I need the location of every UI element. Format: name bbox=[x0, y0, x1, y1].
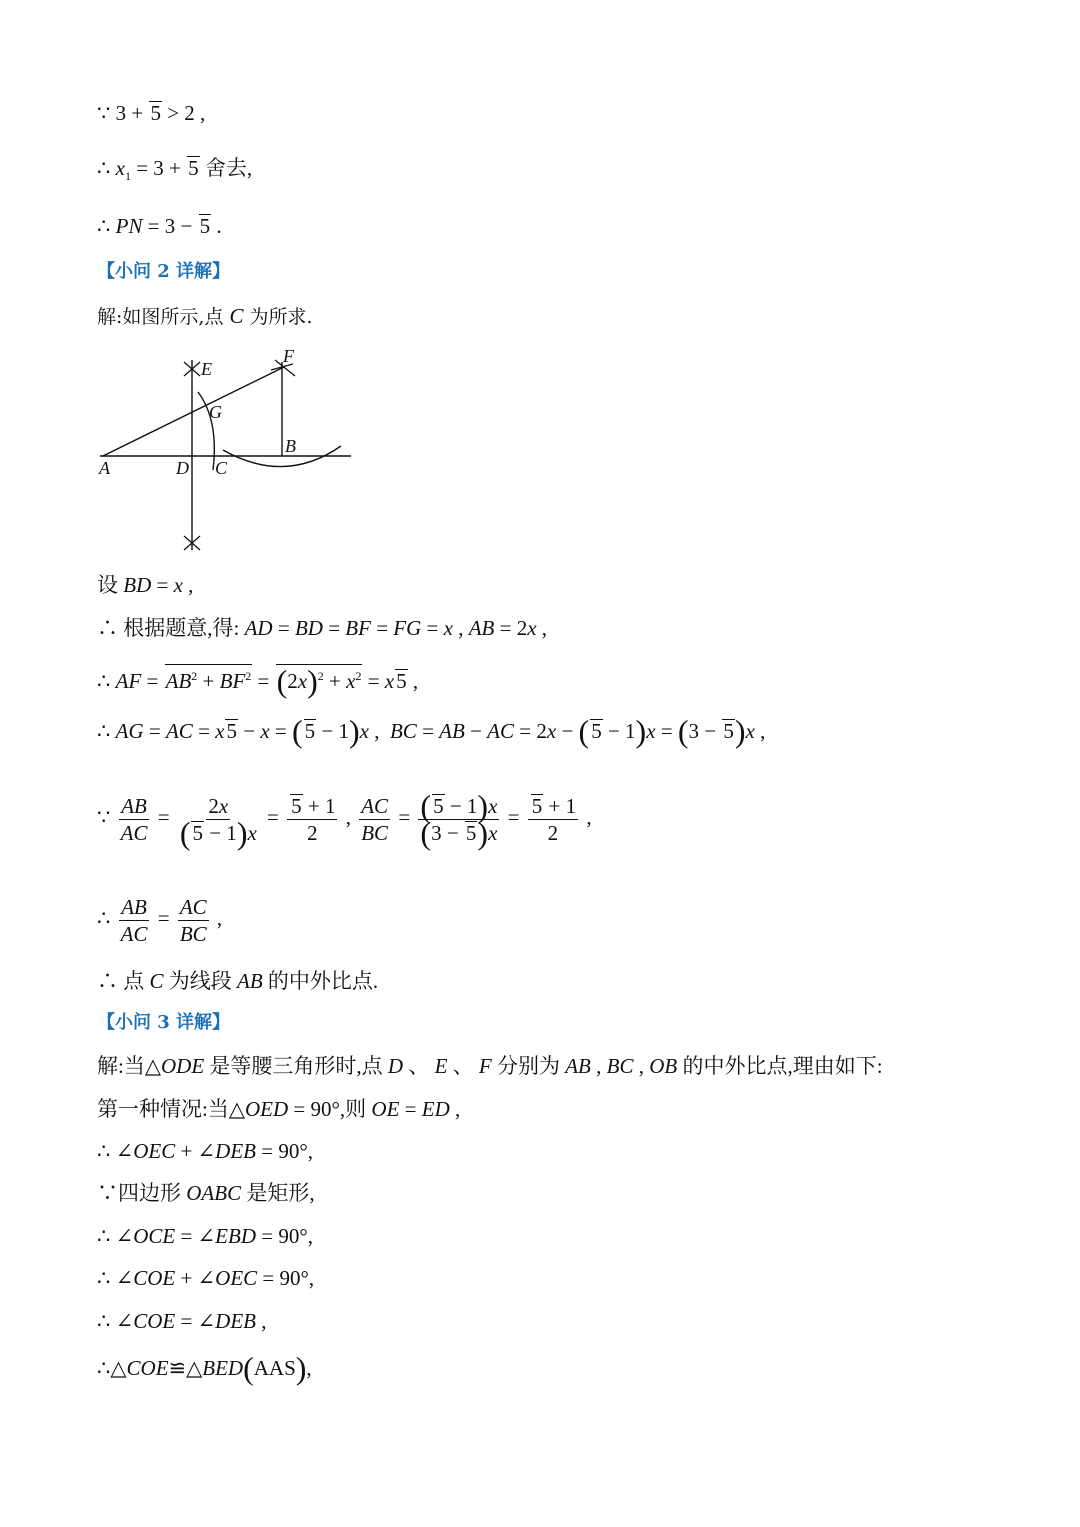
label-E: E bbox=[201, 359, 212, 379]
line-6: ∴ 根据题意,得: AD = BD = BF = FG = x , AB = 2x , bbox=[97, 616, 548, 640]
line-3: ∴ PN = 3 − 5 . bbox=[97, 214, 222, 238]
label-G: G bbox=[209, 402, 222, 422]
line-16: ∴ ∠OCE = ∠EBD = 90°, bbox=[97, 1224, 313, 1248]
label-B: B bbox=[285, 436, 296, 456]
line-14: ∴ ∠OEC + ∠DEB = 90°, bbox=[97, 1139, 313, 1163]
line-4: 解:如图所示,点 C 为所求. bbox=[97, 304, 313, 328]
line-11: ∴ 点 C 为线段 AB 的中外比点. bbox=[97, 969, 379, 993]
section-heading-2: 【小问 2 详解】 bbox=[97, 261, 231, 282]
label-A: A bbox=[99, 458, 110, 478]
line-15: ∵四边形 OABC 是矩形, bbox=[97, 1181, 315, 1205]
construction-figure bbox=[95, 340, 365, 555]
line-19: ∴△COE≌△BED(AAS), bbox=[97, 1350, 312, 1386]
line-7: ∴ AF = $AB^2 + BF^2 = (2x)^2 + x^2 = x5$ , bbox=[97, 663, 419, 699]
section-heading-3: 【小问 3 详解】 bbox=[97, 1012, 231, 1033]
line-2: ∴ $x_1 = 3 + 5$ 舍去, bbox=[97, 156, 253, 184]
line-18: ∴ ∠COE = ∠DEB , bbox=[97, 1309, 267, 1333]
line-12: 解:当△ODE 是等腰三角形时,点 D 、 E 、 F 分别为 AB , BC , OB 的中外比点,理由如下: bbox=[97, 1054, 883, 1078]
label-D: D bbox=[176, 458, 189, 478]
label-F: F bbox=[283, 346, 294, 366]
line-10: ∴ $\frac{AB}{AC}$ = $\frac{AC}{BC}$ , bbox=[97, 894, 223, 946]
line-9: ∵ $\frac{AB}{AC}$ = $\frac{2x}{(5 - 1)x}$ = $\frac{5 + 1}{2}$ , $\frac{AC}{BC}$ = $\frac{(5 - 1)x}{(3 - 5)x}$ = $\frac{5 + 1}{2}$ , bbox=[97, 787, 592, 851]
line-1: ∵ 3 + 5 > 2 , bbox=[97, 101, 206, 125]
line-17: ∴ ∠COE + ∠OEC = 90°, bbox=[97, 1266, 315, 1290]
line-8: ∴ AG = AC = x5 − x = (5 − 1)x , BC = AB − AC = 2x − (5 − 1)x = (3 − 5)x , bbox=[97, 713, 766, 749]
label-C: C bbox=[215, 458, 228, 478]
line-13: 第一种情况:当△OED = 90°,则 OE = ED , bbox=[97, 1097, 461, 1121]
line-5: 设 BD = x , bbox=[97, 573, 194, 597]
